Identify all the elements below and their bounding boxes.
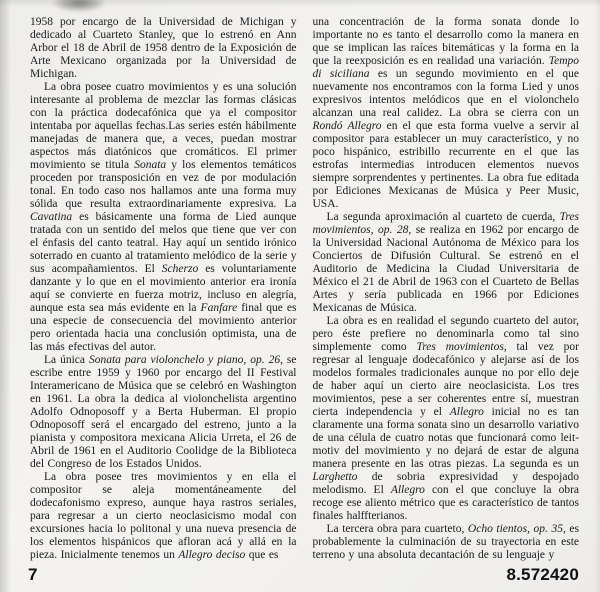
text-segment: La obra posee cuatro movimientos y es una solución interesante al problema de mezclar las formas clásicas con la práctica dodecafónica que ya el compositor intentaba por aquellas fechas.Las series estén hábilmente manejadas de manera que, a veces, puedan mostrar aspectos más diatónicos que cromáticos. El primer movimiento se titula: [30, 81, 297, 171]
text-segment: La única: [44, 354, 89, 366]
page-edge-shadow-top: [0, 0, 600, 7]
text-segment: , tal vez por regresar al lenguaje dodecafónico y alejarse así de los modelos formales tradicionales aunque no por ello deje de haber aquí un cierto aire neoclasicista. Los tres movimientos, pese a ser coherentes entre sí, muestran cierta independencia y el: [312, 341, 579, 418]
paragraph: [30, 471, 297, 562]
italic-text-segment: Tempo di siciliana: [312, 55, 579, 80]
italic-text-segment: Sonata para violonchelo y piano, op. 26: [88, 354, 281, 366]
catalog-number: 8.572420: [506, 565, 579, 584]
italic-text-segment: Rondó Allegro: [312, 120, 382, 132]
italic-text-segment: Tres movimientos: [416, 341, 504, 353]
italic-text-segment: Fanfare: [200, 302, 238, 314]
text-segment: es un segundo movimiento en el que nuevamente nos encontramos con la forma Lied y unos expresivos intentos melódicos que en el violonchelo alcanzan una real calidez. La obra se cierra con un: [312, 68, 580, 119]
text-segment: , es probablemente la culminación de su trayectoria en este terreno y una absoluta decantación de su lenguaje y: [312, 523, 580, 561]
text-segment: que es: [245, 549, 279, 561]
italic-text-segment: Tres movimientos, op. 28: [312, 211, 579, 236]
text-segment: La obra posee tres movimientos y en ella el compositor se aleja momentáneamente del dodecafonismo expreso, aunque haya rastros seriales, para regresar a un cierto neoclasicismo modal con excursiones hacia lo politonal y una nueva presencia de los elementos hispánicos que afloran acá y allá en la pieza. Inicialmente tenemos un: [30, 471, 297, 561]
page-edge-shadow-left: [0, 0, 11, 592]
right-column: [313, 16, 580, 562]
text-segment: 1958 por encargo de la Universidad de Michigan y dedicado al Cuarteto Stanley, que lo estrenó en Ann Arbor el 18 de Abril de 1958 dentro de la Exposición de Arte Mexicano organizada por la Universidad de Michigan.: [30, 16, 297, 80]
paragraph: [313, 16, 580, 211]
text-segment: La tercera obra para cuarteto,: [326, 523, 468, 535]
italic-text-segment: Larghetto: [312, 471, 358, 483]
text-segment: y los elementos temáticos proceden por transposición en vez de por modulación tonal. En todo caso nos hallamos ante una forma muy sólida que resulta extraordinariamente expresiva. La: [30, 159, 297, 210]
text-segment: es básicamente una forma de Lied aunque tratada con un sentido del melos que tiene que ver con el énfasis del canto teatral. Hay aquí un sentido irónico soterrado en cuanto al tratamiento melódico de la serie y sus acompañamientos. El: [30, 211, 297, 275]
text-segment: con el que concluye la obra recoge ese aliento métrico que es característico de tantos finales halffterianos.: [312, 484, 579, 522]
page-number: 7: [28, 565, 38, 584]
paragraph: [30, 81, 297, 354]
italic-text-segment: Ocho tientos, op. 35: [467, 523, 563, 535]
text-segment: , se realiza en 1962 por encargo de la Universidad Nacional Autónoma de México para los Conciertos de Difusión Cultural. Se estrenó en el Auditorio de Medicina la Ciudad Universitaria de México el 21 de Abril de 1963 con el Cuarteto de Bellas Artes y sería publicada en 1966 por Ediciones Mexicanas de Música.: [312, 224, 579, 314]
italic-text-segment: Cavatina: [30, 211, 73, 223]
text-segment: La obra es en realidad el segundo cuarteto del autor, pero éste prefiere no denominarla como tal sino simplemente como: [312, 315, 579, 353]
paragraph: [313, 211, 580, 315]
italic-text-segment: Scherzo: [161, 263, 199, 275]
paragraph: [30, 16, 297, 81]
text-segment: final que es una especie de consecuencia del movimiento anterior pero orientada hacia una conclusión optimista, una de las más efectivas del autor.: [30, 302, 297, 353]
paragraph: [30, 354, 297, 471]
page-content: [30, 16, 579, 562]
paragraph: [313, 315, 580, 523]
paragraph: [313, 523, 580, 562]
scan-smudge-artifact: [52, 0, 106, 12]
italic-text-segment: Sonata: [134, 159, 167, 171]
page-edge-shadow-right: [594, 0, 600, 592]
text-segment: de sobria expresividad y despojado melodismo. El: [312, 471, 579, 496]
text-segment: es voluntariamente danzante y lo que en el movimiento anterior era ironía aquí se convierte en fuerza motriz, incluso en alegría, aunque esta sea más evidente en la: [30, 263, 297, 314]
italic-text-segment: Allegro deciso: [178, 549, 246, 561]
text-segment: , se escribe entre 1959 y 1960 por encargo del II Festival Interamericano de Música que se celebró en Washington en 1961. La obra la dedica al violonchelista argentino Adolfo Odnoposoff y a Berta Huberman. El propio Odnoposoff será el encargado del estreno, junto a la pianista y compositora mexicana Alicia Urreta, el 26 de Abril de 1961 en el Auditorio Coolidge de la Biblioteca del Congreso de los Estados Unidos.: [30, 354, 297, 470]
text-segment: La segunda aproximación al cuarteto de cuerda,: [326, 211, 560, 223]
text-segment: inicial no es tan claramente una forma sonata sino un desarrollo variativo de una célula de cuatro notas que funcionará como leit-motiv del movimiento y no dejará de estar de alguna manera presente en las otras piezas. La segunda es un: [312, 406, 579, 470]
text-segment: en el que esta forma vuelve a servir al compositor para establecer un muy característico, y no poco hispánico, estribillo recurrente en el que las estrofas intermedias introducen elementos nuevos siempre sorprendentes y pertinentes. La obra fue editada por Ediciones Mexicanas de Música y Peer Music, USA.: [312, 120, 579, 210]
italic-text-segment: Allegro: [390, 484, 425, 496]
left-column: [30, 16, 297, 562]
italic-text-segment: Allegro: [449, 406, 484, 418]
text-segment: una concentración de la forma sonata donde lo importante no es tanto el desarrollo como la manera en que se implican las raíces bitemáticas y la forma en la que la reexposición es en realidad una variación.: [312, 16, 579, 67]
